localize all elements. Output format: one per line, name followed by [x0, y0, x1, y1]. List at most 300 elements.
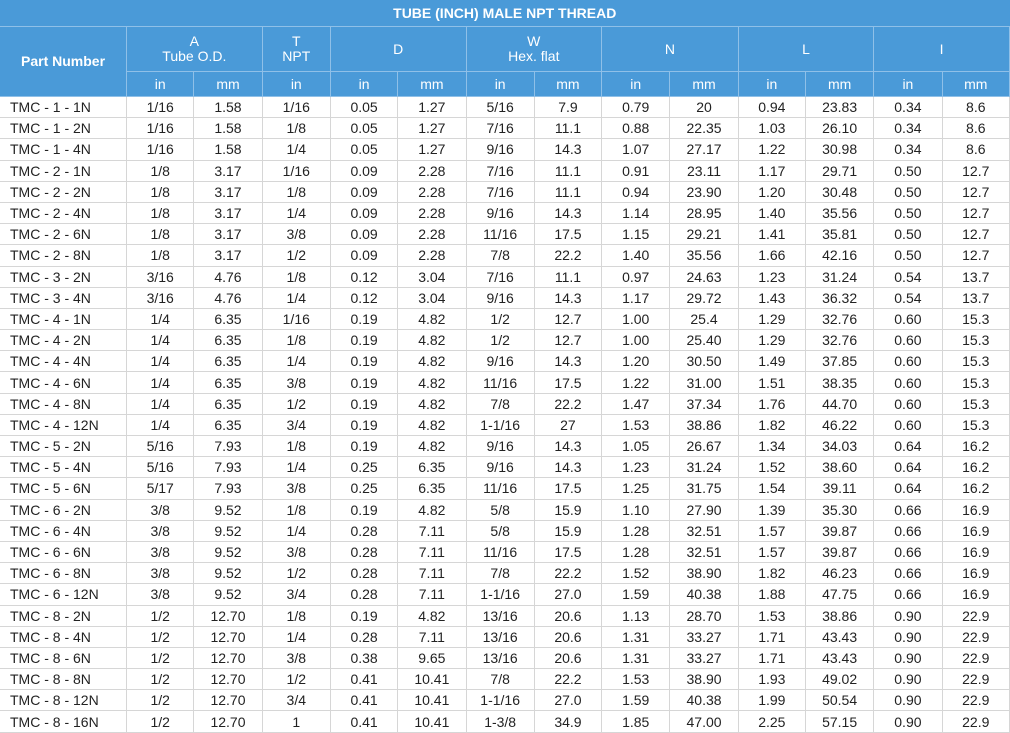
- table-cell: 1.40: [602, 245, 670, 266]
- table-cell: 1.20: [738, 181, 805, 202]
- table-cell: 31.75: [670, 478, 738, 499]
- table-cell: 22.9: [942, 605, 1009, 626]
- table-cell: 1.88: [738, 584, 805, 605]
- table-row: [0, 266, 1010, 287]
- table-cell: 12.70: [194, 711, 262, 732]
- table-cell: 38.60: [805, 457, 873, 478]
- table-cell: 0.50: [874, 245, 942, 266]
- table-row: [0, 563, 1010, 584]
- table-cell: 7.93: [194, 478, 262, 499]
- table-cell: 1/8: [262, 266, 330, 287]
- table-cell: 1.52: [602, 563, 670, 584]
- table-row: [0, 330, 1010, 351]
- table-cell: 1.28: [602, 541, 670, 562]
- table-cell: 9.65: [398, 647, 466, 668]
- table-cell: 1.51: [738, 372, 805, 393]
- table-cell: 12.70: [194, 626, 262, 647]
- unit-header: mm: [534, 72, 601, 97]
- table-row: [0, 351, 1010, 372]
- table-cell: 2.28: [398, 160, 466, 181]
- part-number-cell: TMC - 1 - 2N: [0, 118, 127, 139]
- table-cell: 27: [534, 414, 601, 435]
- table-cell: 1/2: [262, 563, 330, 584]
- table-row: [0, 669, 1010, 690]
- table-cell: 35.56: [670, 245, 738, 266]
- table-cell: 0.90: [874, 647, 942, 668]
- part-number-cell: TMC - 4 - 8N: [0, 393, 127, 414]
- table-cell: 1.49: [738, 351, 805, 372]
- table-cell: 23.11: [670, 160, 738, 181]
- unit-header: in: [466, 72, 534, 97]
- table-cell: 46.23: [805, 563, 873, 584]
- table-cell: 5/16: [466, 97, 534, 118]
- table-cell: 1.93: [738, 669, 805, 690]
- table-cell: 1/8: [127, 202, 194, 223]
- table-cell: 47.75: [805, 584, 873, 605]
- table-row: [0, 584, 1010, 605]
- table-cell: 22.2: [534, 245, 601, 266]
- table-cell: 10.41: [398, 690, 466, 711]
- unit-header: mm: [194, 72, 262, 97]
- table-cell: 0.38: [330, 647, 397, 668]
- table-cell: 39.87: [805, 520, 873, 541]
- table-cell: 35.30: [805, 499, 873, 520]
- table-cell: 0.54: [874, 266, 942, 287]
- table-row: [0, 414, 1010, 435]
- table-cell: 0.50: [874, 224, 942, 245]
- table-cell: 1.34: [738, 436, 805, 457]
- table-cell: 1/2: [262, 393, 330, 414]
- table-cell: 1/2: [262, 669, 330, 690]
- table-cell: 6.35: [194, 308, 262, 329]
- table-cell: 11.1: [534, 266, 601, 287]
- table-cell: 12.7: [942, 202, 1009, 223]
- table-cell: 7/16: [466, 118, 534, 139]
- part-number-cell: TMC - 8 - 16N: [0, 711, 127, 732]
- table-cell: 0.05: [330, 118, 397, 139]
- part-number-cell: TMC - 8 - 4N: [0, 626, 127, 647]
- table-cell: 37.85: [805, 351, 873, 372]
- table-cell: 0.12: [330, 266, 397, 287]
- table-cell: 2.28: [398, 202, 466, 223]
- table-cell: 43.43: [805, 647, 873, 668]
- table-cell: 5/8: [466, 499, 534, 520]
- table-cell: 3/8: [262, 224, 330, 245]
- table-cell: 17.5: [534, 372, 601, 393]
- table-cell: 37.34: [670, 393, 738, 414]
- table-cell: 20.6: [534, 647, 601, 668]
- table-cell: 15.3: [942, 372, 1009, 393]
- table-cell: 1/4: [262, 520, 330, 541]
- table-cell: 57.15: [805, 711, 873, 732]
- table-cell: 14.3: [534, 457, 601, 478]
- table-cell: 6.35: [194, 330, 262, 351]
- table-cell: 0.09: [330, 160, 397, 181]
- table-row: [0, 181, 1010, 202]
- table-cell: 1/4: [127, 308, 194, 329]
- table-row: [0, 605, 1010, 626]
- table-cell: 9.52: [194, 520, 262, 541]
- table-row: [0, 245, 1010, 266]
- table-cell: 7/8: [466, 245, 534, 266]
- table-row: [0, 626, 1010, 647]
- table-cell: 1/2: [127, 690, 194, 711]
- table-row: [0, 224, 1010, 245]
- table-cell: 1/2: [127, 605, 194, 626]
- table-cell: 0.19: [330, 308, 397, 329]
- table-cell: 1.52: [738, 457, 805, 478]
- table-cell: 44.70: [805, 393, 873, 414]
- table-cell: 0.66: [874, 584, 942, 605]
- table-cell: 0.66: [874, 563, 942, 584]
- table-cell: 29.21: [670, 224, 738, 245]
- table-cell: 16.9: [942, 563, 1009, 584]
- table-cell: 17.5: [534, 224, 601, 245]
- table-cell: 3/16: [127, 287, 194, 308]
- table-cell: 14.3: [534, 351, 601, 372]
- table-cell: 15.9: [534, 520, 601, 541]
- table-cell: 38.86: [670, 414, 738, 435]
- table-cell: 9/16: [466, 436, 534, 457]
- table-row: [0, 457, 1010, 478]
- table-cell: 43.43: [805, 626, 873, 647]
- table-cell: 1.25: [602, 478, 670, 499]
- part-number-cell: TMC - 6 - 6N: [0, 541, 127, 562]
- table-cell: 7.11: [398, 584, 466, 605]
- table-row: [0, 118, 1010, 139]
- unit-header: mm: [398, 72, 466, 97]
- part-number-cell: TMC - 8 - 2N: [0, 605, 127, 626]
- table-cell: 14.3: [534, 202, 601, 223]
- table-row: [0, 520, 1010, 541]
- table-cell: 1/4: [262, 202, 330, 223]
- unit-header: in: [330, 72, 397, 97]
- table-cell: 0.28: [330, 520, 397, 541]
- table-cell: 0.54: [874, 287, 942, 308]
- table-cell: 1.82: [738, 414, 805, 435]
- table-cell: 1.15: [602, 224, 670, 245]
- table-cell: 0.34: [874, 139, 942, 160]
- table-cell: 40.38: [670, 584, 738, 605]
- table-cell: 0.64: [874, 436, 942, 457]
- table-cell: 33.27: [670, 647, 738, 668]
- table-cell: 7/16: [466, 266, 534, 287]
- table-cell: 0.19: [330, 605, 397, 626]
- table-cell: 0.34: [874, 118, 942, 139]
- table-cell: 15.3: [942, 308, 1009, 329]
- table-cell: 0.50: [874, 160, 942, 181]
- table-cell: 0.60: [874, 414, 942, 435]
- part-number-cell: TMC - 4 - 2N: [0, 330, 127, 351]
- table-cell: 0.90: [874, 605, 942, 626]
- table-cell: 1/4: [262, 287, 330, 308]
- table-cell: 1.54: [738, 478, 805, 499]
- table-cell: 0.60: [874, 330, 942, 351]
- table-cell: 1.23: [602, 457, 670, 478]
- part-number-cell: TMC - 4 - 4N: [0, 351, 127, 372]
- table-cell: 1.22: [602, 372, 670, 393]
- table-cell: 12.7: [534, 330, 601, 351]
- table-cell: 0.60: [874, 308, 942, 329]
- part-number-cell: TMC - 1 - 1N: [0, 97, 127, 118]
- table-row: [0, 478, 1010, 499]
- table-row: [0, 160, 1010, 181]
- table-cell: 0.34: [874, 97, 942, 118]
- header-t-npt: T NPT: [262, 27, 330, 72]
- table-cell: 12.70: [194, 605, 262, 626]
- table-cell: 11/16: [466, 541, 534, 562]
- table-row: [0, 287, 1010, 308]
- table-cell: 3/4: [262, 584, 330, 605]
- table-cell: 0.88: [602, 118, 670, 139]
- table-row: [0, 541, 1010, 562]
- table-cell: 1.27: [398, 139, 466, 160]
- table-cell: 0.79: [602, 97, 670, 118]
- table-cell: 4.76: [194, 287, 262, 308]
- table-cell: 3/8: [127, 541, 194, 562]
- table-cell: 4.82: [398, 393, 466, 414]
- table-cell: 1/8: [262, 436, 330, 457]
- table-cell: 0.90: [874, 690, 942, 711]
- table-cell: 1/4: [262, 457, 330, 478]
- table-cell: 9.52: [194, 541, 262, 562]
- table-cell: 0.41: [330, 690, 397, 711]
- table-cell: 17.5: [534, 541, 601, 562]
- part-number-cell: TMC - 1 - 4N: [0, 139, 127, 160]
- table-cell: 35.81: [805, 224, 873, 245]
- table-cell: 28.70: [670, 605, 738, 626]
- part-number-cell: TMC - 4 - 6N: [0, 372, 127, 393]
- table-cell: 8.6: [942, 139, 1009, 160]
- table-cell: 20.6: [534, 605, 601, 626]
- table-cell: 0.28: [330, 563, 397, 584]
- table-cell: 12.7: [942, 160, 1009, 181]
- table-cell: 32.51: [670, 520, 738, 541]
- table-cell: 7/8: [466, 669, 534, 690]
- table-cell: 30.48: [805, 181, 873, 202]
- table-cell: 27.0: [534, 584, 601, 605]
- table-cell: 32.76: [805, 330, 873, 351]
- table-cell: 1.57: [738, 520, 805, 541]
- table-cell: 1.00: [602, 330, 670, 351]
- table-cell: 23.90: [670, 181, 738, 202]
- table-cell: 22.9: [942, 626, 1009, 647]
- table-cell: 2.28: [398, 245, 466, 266]
- table-cell: 20.6: [534, 626, 601, 647]
- table-cell: 27.17: [670, 139, 738, 160]
- part-number-cell: TMC - 8 - 8N: [0, 669, 127, 690]
- table-cell: 1.23: [738, 266, 805, 287]
- part-number-cell: TMC - 6 - 4N: [0, 520, 127, 541]
- table-cell: 0.09: [330, 245, 397, 266]
- table-cell: 34.03: [805, 436, 873, 457]
- table-cell: 1.53: [738, 605, 805, 626]
- table-cell: 11.1: [534, 160, 601, 181]
- table-cell: 33.27: [670, 626, 738, 647]
- table-cell: 25.4: [670, 308, 738, 329]
- table-cell: 7/8: [466, 393, 534, 414]
- table-cell: 12.70: [194, 690, 262, 711]
- table-cell: 22.9: [942, 669, 1009, 690]
- table-cell: 7.11: [398, 626, 466, 647]
- table-cell: 3.04: [398, 266, 466, 287]
- table-cell: 25.40: [670, 330, 738, 351]
- table-cell: 1/16: [127, 139, 194, 160]
- table-cell: 4.82: [398, 605, 466, 626]
- table-cell: 3/8: [262, 541, 330, 562]
- table-cell: 2.28: [398, 181, 466, 202]
- table-cell: 0.19: [330, 436, 397, 457]
- table-cell: 4.82: [398, 330, 466, 351]
- table-cell: 5/17: [127, 478, 194, 499]
- table-cell: 1.82: [738, 563, 805, 584]
- table-cell: 22.2: [534, 393, 601, 414]
- table-cell: 31.00: [670, 372, 738, 393]
- table-cell: 7/16: [466, 160, 534, 181]
- table-cell: 38.86: [805, 605, 873, 626]
- table-cell: 22.2: [534, 563, 601, 584]
- table-cell: 3.17: [194, 245, 262, 266]
- table-cell: 1.10: [602, 499, 670, 520]
- table-cell: 1.05: [602, 436, 670, 457]
- table-cell: 1.59: [602, 690, 670, 711]
- table-cell: 9.52: [194, 499, 262, 520]
- table-cell: 1/4: [262, 626, 330, 647]
- table-cell: 2.25: [738, 711, 805, 732]
- table-cell: 1.07: [602, 139, 670, 160]
- table-cell: 1.59: [602, 584, 670, 605]
- table-cell: 1.39: [738, 499, 805, 520]
- table-cell: 17.5: [534, 478, 601, 499]
- unit-header: in: [874, 72, 942, 97]
- unit-header: in: [262, 72, 330, 97]
- table-cell: 0.28: [330, 584, 397, 605]
- table-cell: 1.22: [738, 139, 805, 160]
- table-cell: 12.70: [194, 669, 262, 690]
- table-cell: 14.3: [534, 287, 601, 308]
- table-cell: 3/8: [262, 372, 330, 393]
- table-row: [0, 436, 1010, 457]
- table-cell: 0.60: [874, 351, 942, 372]
- table-cell: 0.09: [330, 202, 397, 223]
- table-cell: 49.02: [805, 669, 873, 690]
- header-a-tube-od: A Tube O.D.: [127, 27, 263, 72]
- table-cell: 0.19: [330, 372, 397, 393]
- table-cell: 3/8: [127, 499, 194, 520]
- table-row: [0, 308, 1010, 329]
- table-cell: 1.76: [738, 393, 805, 414]
- table-cell: 9.52: [194, 584, 262, 605]
- table-cell: 22.35: [670, 118, 738, 139]
- table-cell: 1: [262, 711, 330, 732]
- table-cell: 16.9: [942, 541, 1009, 562]
- table-cell: 23.83: [805, 97, 873, 118]
- unit-header: in: [738, 72, 805, 97]
- table-cell: 11/16: [466, 224, 534, 245]
- table-cell: 26.67: [670, 436, 738, 457]
- table-cell: 1-1/16: [466, 690, 534, 711]
- table-cell: 0.94: [738, 97, 805, 118]
- table-cell: 4.76: [194, 266, 262, 287]
- table-cell: 1.03: [738, 118, 805, 139]
- table-cell: 27.90: [670, 499, 738, 520]
- table-cell: 1.57: [738, 541, 805, 562]
- table-cell: 4.82: [398, 499, 466, 520]
- table-cell: 15.3: [942, 351, 1009, 372]
- table-cell: 3/16: [127, 266, 194, 287]
- table-cell: 1.47: [602, 393, 670, 414]
- part-number-cell: TMC - 2 - 2N: [0, 181, 127, 202]
- table-cell: 1/8: [127, 245, 194, 266]
- table-cell: 0.90: [874, 669, 942, 690]
- table-cell: 1.14: [602, 202, 670, 223]
- table-cell: 46.22: [805, 414, 873, 435]
- unit-header-row: [0, 72, 1010, 97]
- table-cell: 22.9: [942, 711, 1009, 732]
- table-cell: 7.11: [398, 520, 466, 541]
- table-cell: 1/2: [262, 245, 330, 266]
- table-cell: 0.12: [330, 287, 397, 308]
- table-cell: 42.16: [805, 245, 873, 266]
- unit-header: mm: [942, 72, 1009, 97]
- table-cell: 3/4: [262, 690, 330, 711]
- table-cell: 3/8: [127, 563, 194, 584]
- table-cell: 4.82: [398, 372, 466, 393]
- table-cell: 0.91: [602, 160, 670, 181]
- table-cell: 0.66: [874, 520, 942, 541]
- table-cell: 1-1/16: [466, 584, 534, 605]
- table-cell: 0.50: [874, 181, 942, 202]
- table-cell: 3/8: [127, 520, 194, 541]
- table-cell: 0.09: [330, 224, 397, 245]
- header-w-hex-flat: W Hex. flat: [466, 27, 602, 72]
- table-cell: 3/8: [127, 584, 194, 605]
- table-cell: 1.53: [602, 414, 670, 435]
- table-cell: 1/4: [127, 330, 194, 351]
- table-cell: 0.60: [874, 393, 942, 414]
- part-number-cell: TMC - 8 - 12N: [0, 690, 127, 711]
- table-cell: 1/8: [262, 499, 330, 520]
- part-number-cell: TMC - 2 - 1N: [0, 160, 127, 181]
- table-cell: 13.7: [942, 266, 1009, 287]
- header-i: I: [874, 27, 1010, 72]
- table-cell: 16.2: [942, 436, 1009, 457]
- table-cell: 0.97: [602, 266, 670, 287]
- table-row: [0, 139, 1010, 160]
- header-n: N: [602, 27, 739, 72]
- table-cell: 1/16: [127, 97, 194, 118]
- table-cell: 8.6: [942, 118, 1009, 139]
- table-cell: 15.3: [942, 330, 1009, 351]
- table-cell: 1.17: [602, 287, 670, 308]
- table-row: [0, 202, 1010, 223]
- table-cell: 14.3: [534, 139, 601, 160]
- table-cell: 29.72: [670, 287, 738, 308]
- table-cell: 7.93: [194, 457, 262, 478]
- table-cell: 1/8: [262, 118, 330, 139]
- table-cell: 5/16: [127, 436, 194, 457]
- table-cell: 1/16: [262, 97, 330, 118]
- table-cell: 1.00: [602, 308, 670, 329]
- table-cell: 11/16: [466, 372, 534, 393]
- table-cell: 35.56: [805, 202, 873, 223]
- part-number-cell: TMC - 5 - 2N: [0, 436, 127, 457]
- table-cell: 1-1/16: [466, 414, 534, 435]
- table-row: [0, 97, 1010, 118]
- table-cell: 12.7: [942, 181, 1009, 202]
- table-row: [0, 690, 1010, 711]
- unit-header: mm: [670, 72, 738, 97]
